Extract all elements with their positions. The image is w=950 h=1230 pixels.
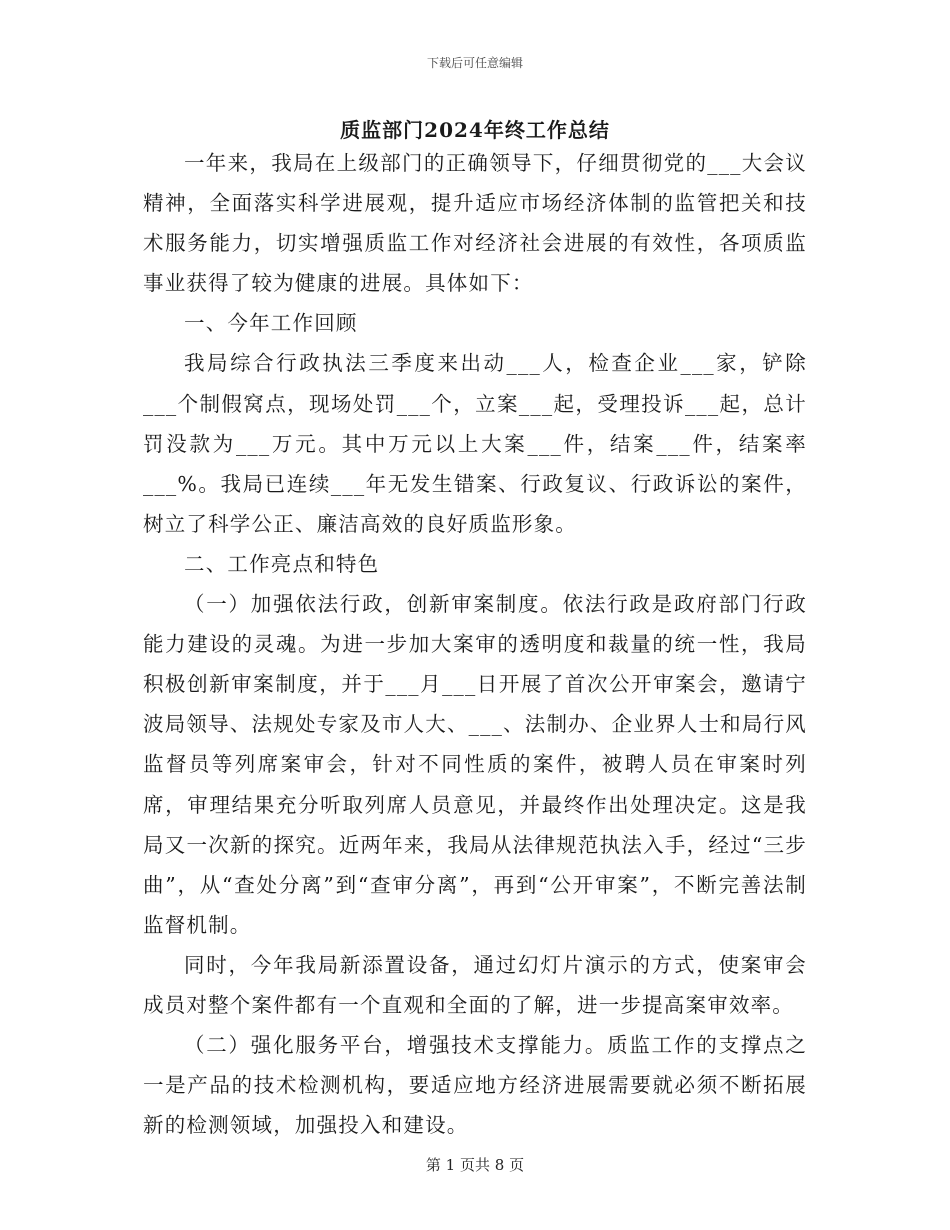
paragraph-highlight-2: （二）强化服务平台，增强技术支撑能力。质监工作的支撑点之一是产品的技术检测机构，要适应地方经济进展需要就必须不断拓展新的检测领域，加强投入和建设。 [143,1033,807,1138]
paragraph-intro: 一年来，我局在上级部门的正确领导下，仔细贯彻党的___大会议精神，全面落实科学进展观，提升适应市场经济体制的监管把关和技术服务能力，切实增强质监工作对经济社会进展的有效性，各项质监事业获得了较为健康的进展。具体如下： [143,151,807,296]
page-footer: 第 1 页共 8 页 [425,1156,525,1174]
paragraph-highlight-1: （一）加强依法行政，创新审案制度。依法行政是政府部门行政能力建设的灵魂。为进一步加大案审的透明度和裁量的统一性，我局积极创新审案制度，并于___月___日开展了首次公开审案会，邀请宁波局领导、法规处专家及市人大、___、法制办、企业界人士和局行风监督员等列席案审会，针对不同性质的案件，被聘人员在审案时列席，审理结果充分听取列席人员意见，并最终作出处理决定。这是我局又一次新的探究。近两年来，我局从法律规范执法入手，经过“三步曲”，从“查处分离”到“查审分离”，再到“公开审案”，不断完善法制监督机制。 [143,592,807,937]
section-heading-highlights: 二、工作亮点和特色 [184,551,380,576]
section-heading-review: 一、今年工作回顾 [184,311,358,336]
paragraph-equipment: 同时，今年我局新添置设备，通过幻灯片演示的方式，使案审会成员对整个案件都有一个直观和全面的了解，进一步提高案审效率。 [143,952,807,1017]
paragraph-review: 我局综合行政执法三季度来出动___人，检查企业___家，铲除___个制假窝点，现场处罚___个，立案___起，受理投诉___起，总计罚没款为___万元。其中万元以上大案___件，结案___件，结案率___%。我局已连续___年无发生错案、行政复议、行政诉讼的案件，树立了科学公正、廉洁高效的良好质监形象。 [143,351,807,536]
document-title: 质监部门2024年终工作总结 [340,118,610,142]
document-body [143,143,807,1145]
header-note: 下载后可任意编辑 [426,56,523,70]
